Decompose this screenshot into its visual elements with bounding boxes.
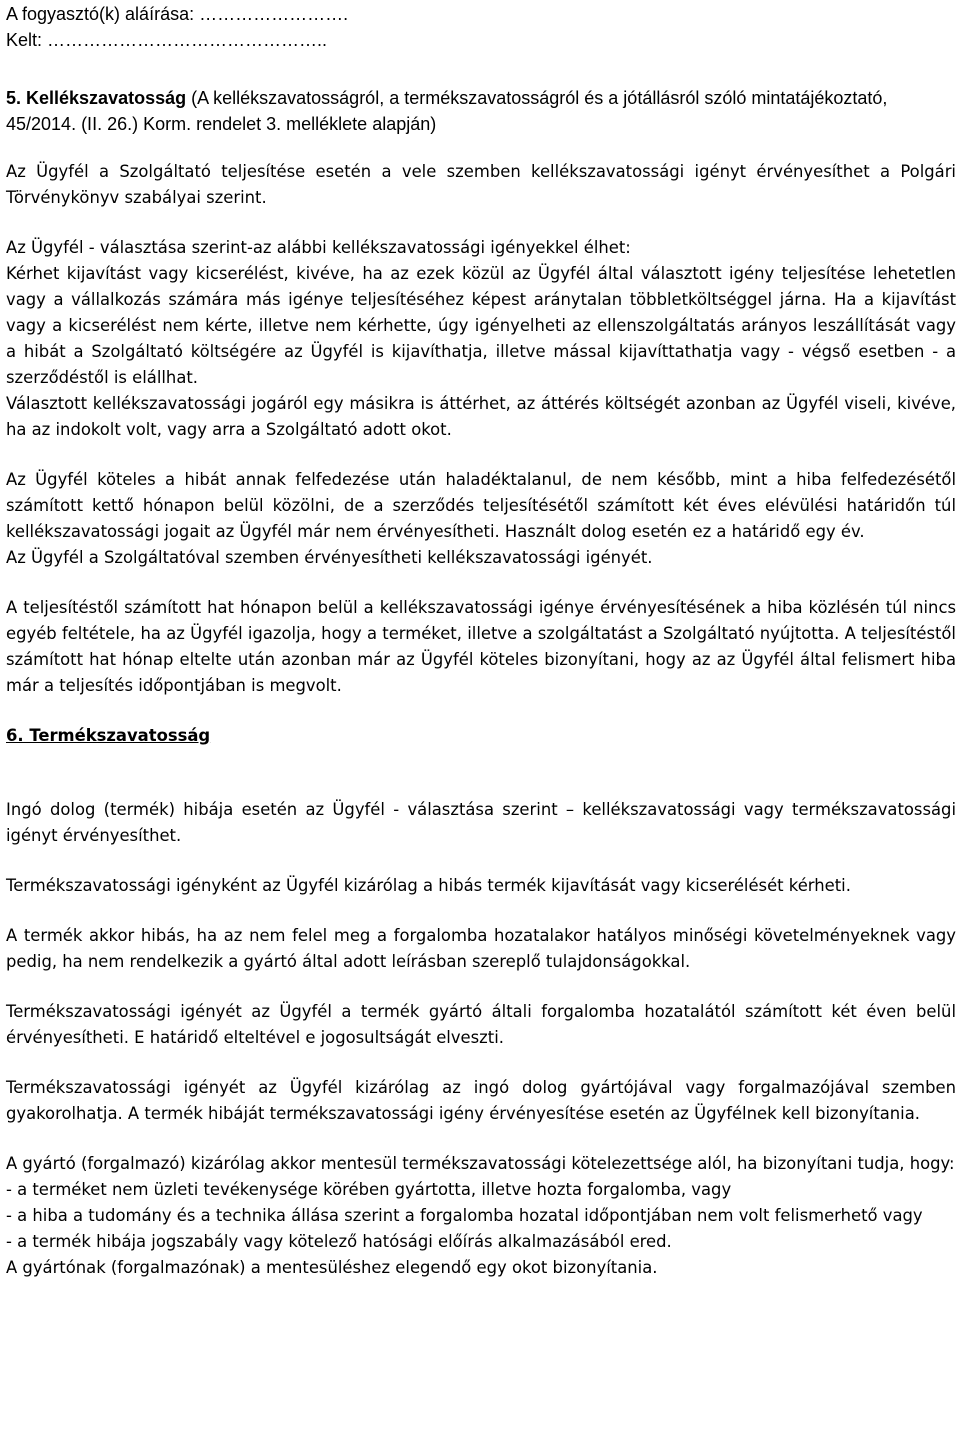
section-6-last-paragraph: A gyártónak (forgalmazónak) a mentesüléshez elegendő egy okot bizonyítania. <box>6 1258 658 1277</box>
section-5-title: 5. Kellékszavatosság <box>6 88 187 108</box>
signature-line: A fogyasztó(k) aláírása: ……………………. <box>6 4 349 24</box>
section-6-paragraph-1: Ingó dolog (termék) hibája esetén az Ügyfél - választása szerint – kellékszavatossági vagy termékszavatossági igényt érvényesíthet. <box>6 800 956 845</box>
section-6-paragraph-4: Termékszavatossági igényét az Ügyfél a termék gyártó általi forgalomba hozatalától számított két éven belül érvényesítheti. E határidő elteltével e jogosultságát elveszti. <box>6 1002 956 1047</box>
list-item: - a termék hibája jogszabály vagy kötelező hatósági előírás alkalmazásából ered. <box>6 1232 672 1251</box>
section-6-paragraph-5: Termékszavatossági igényét az Ügyfél kizárólag az ingó dolog gyártójával vagy forgalmazójával szemben gyakorolhatja. A termék hibáját termékszavatossági igény érvényesítése esetén az Ügyfélnek kell bizonyítania. <box>6 1078 956 1123</box>
list-item: - a terméket nem üzleti tevékenysége körében gyártotta, illetve hozta forgalomba, vagy <box>6 1180 732 1199</box>
section-5-paragraph-6: Az Ügyfél a Szolgáltatóval szemben érvényesítheti kellékszavatossági igényét. <box>6 548 653 567</box>
section-5-paragraph-7: A teljesítéstől számított hat hónapon belül a kellékszavatossági igénye érvényesítésének a hiba közlésén túl nincs egyéb feltétele, ha az Ügyfél igazolja, hogy a terméket, illetve a szolgáltatást a Szolgáltató nyújtotta. A teljesítéstől számított hat hónap eltelte után azonban már az Ügyfél köteles bizonyítani, hogy az az Ügyfél által felismert hiba már a teljesítés időpontjában is megvolt. <box>6 598 956 695</box>
section-6-paragraph-2: Termékszavatossági igényként az Ügyfél kizárólag a hibás termék kijavítását vagy kicserélését kérheti. <box>6 876 851 895</box>
section-5-subtitle: (A kellékszavatosságról, a termékszavatosságról és a jótállásról szóló mintatájékoztató, 45/2014. (II. 26.) Korm. rendelet 3. melléklete alapján) <box>6 88 888 134</box>
section-6-heading: 6. Termékszavatosság <box>6 726 211 745</box>
section-5-paragraph-2: Az Ügyfél - választása szerint-az alábbi kellékszavatossági igényekkel élhet: <box>6 238 631 257</box>
section-5-paragraph-3: Kérhet kijavítást vagy kicserélést, kivéve, ha az ezek közül az Ügyfél által választott igény teljesítése lehetetlen vagy a vállalkozás számára más igénye teljesítéséhez képest aránytalan többletköltséggel járna. Ha a kijavítást vagy a kicserélést nem kérte, illetve nem kérhette, úgy igényelheti az ellenszolgáltatás arányos leszállítását vagy a hibát a Szolgáltató költségére az Ügyfél is kijavíthatja, illetve mással kijavíttathatja vagy - végső esetben - a szerződéstől is elállhat. <box>6 264 956 387</box>
list-item: - a hiba a tudomány és a technika állása szerint a forgalomba hozatal időpontjában nem volt felismerhető vagy <box>6 1206 923 1225</box>
section-5-heading <box>6 85 956 137</box>
section-5-paragraph-5: Az Ügyfél köteles a hibát annak felfedezése után haladéktalanul, de nem később, mint a hiba felfedezésétől számított kettő hónapon belül közölni, de a szerződés teljesítésétől számított két éves elévülési határidőn túl kellékszavatossági jogait az Ügyfél már nem érvényesítheti. Használt dolog esetén ez a határidő egy év. <box>6 470 956 541</box>
section-5-paragraph-1: Az Ügyfél a Szolgáltató teljesítése esetén a vele szemben kellékszavatossági igényt érvényesíthet a Polgári Törvénykönyv szabályai szerint. <box>6 162 956 207</box>
document-page <box>6 1 956 1281</box>
section-5-paragraph-4: Választott kellékszavatossági jogáról egy másikra is áttérhet, az áttérés költségét azonban az Ügyfél viseli, kivéve, ha az indokolt volt, vagy arra a Szolgáltató adott okot. <box>6 394 956 439</box>
section-6-paragraph-6: A gyártó (forgalmazó) kizárólag akkor mentesül termékszavatossági kötelezettsége alól, ha bizonyítani tudja, hogy: <box>6 1154 955 1173</box>
date-line: Kelt: ……………………………………….. <box>6 30 328 50</box>
section-6-paragraph-3: A termék akkor hibás, ha az nem felel meg a forgalomba hozatalakor hatályos minőségi követelményeknek vagy pedig, ha nem rendelkezik a gyártó által adott leírásban szereplő tulajdonságokkal. <box>6 926 956 971</box>
